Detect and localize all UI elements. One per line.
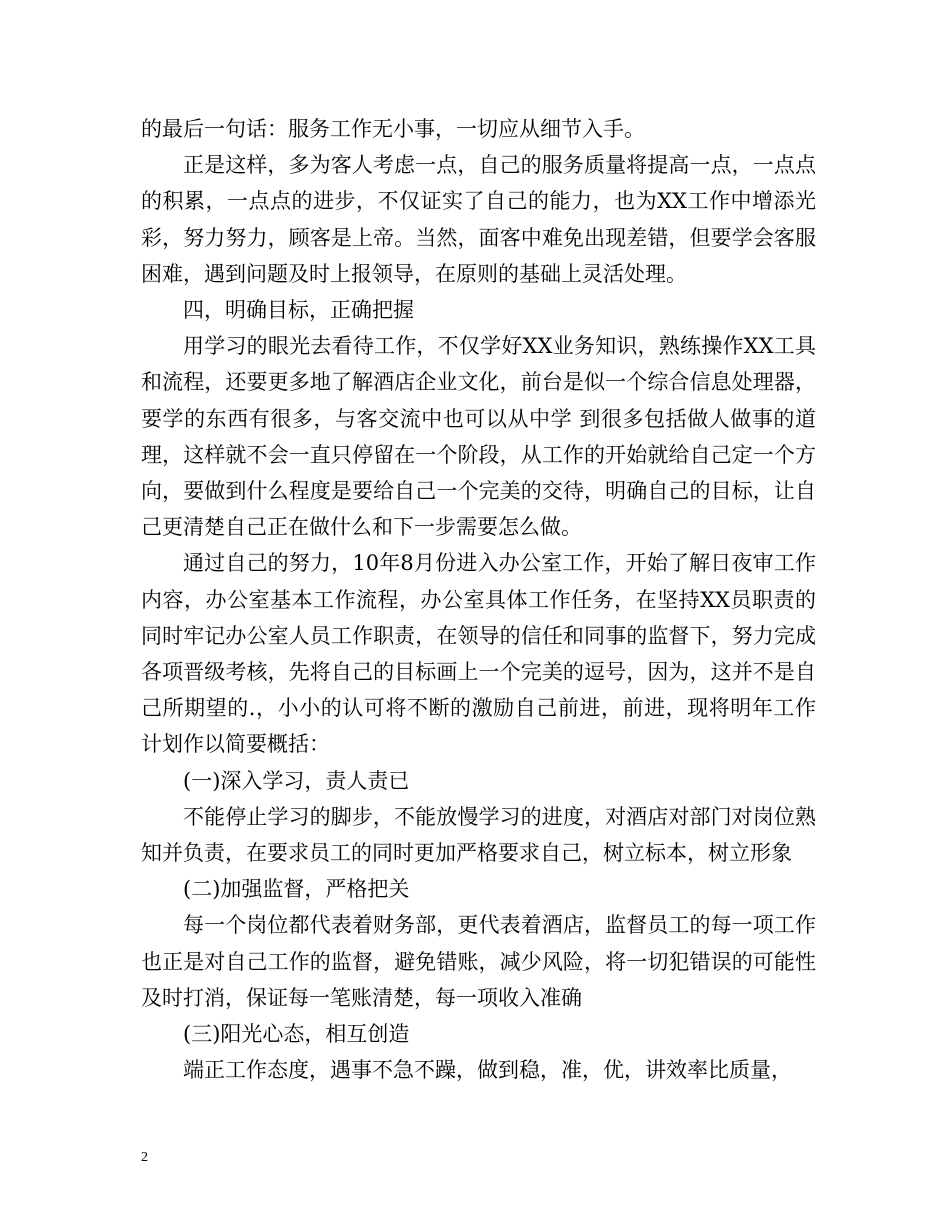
section-heading-4: 四，明确目标，正确把握 <box>183 298 414 323</box>
paragraph-2: 正是这样，多为客人考虑一点，自己的服务质量将提高一点，一点点的积累，一点点的进步，不仅证实了自己的能力，也为XX工作中增添光彩，努力努力，顾客是上帝。当然，面客中难免出现差错，但要学会客服困难，遇到问题及时上报领导，在原则的基础上灵活处理。 <box>141 153 816 286</box>
subheading-2: (二)加强监督，严格把关 <box>183 877 410 902</box>
subheading-1: (一)深入学习，责人责已 <box>183 768 410 793</box>
paragraph-7: 端正工作态度，遇事不急不躁，做到稳，准，优，讲效率比质量， <box>183 1058 792 1083</box>
paragraph-1: 的最后一句话：服务工作无小事，一切应从细节入手。 <box>141 117 645 141</box>
subheading-3: (三)阳光心态，相互创造 <box>183 1022 410 1047</box>
paragraph-3: 用学习的眼光去看待工作，不仅学好XX业务知识，熟练操作XX工具和流程，还要更多地了解酒店企业文化，前台是似一个综合信息处理器，要学的东西有很多，与客交流中也可以从中学 到很多包括做人做事的道理，这样就不会一直只停留在一个阶段，从工作的开始就给自己定一个方向，要做到什么程度是要给自己一个完美的交待，明确自己的目标，让自己更清楚自己正在做什么和下一步需要怎么做。 <box>141 334 816 540</box>
page-number: 2 <box>141 1150 148 1165</box>
paragraph-6: 每一个岗位都代表着财务部，更代表着酒店，监督员工的每一项工作也正是对自己工作的监督，避免错账，减少风险，将一切犯错误的可能性及时打消，保证每一笔账清楚，每一项收入准确 <box>141 913 816 1010</box>
paragraph-4: 通过自己的努力，10年8月份进入办公室工作，开始了解日夜审工作内容，办公室基本工作流程，办公室具体工作任务，在坚持XX员职责的同时牢记办公室人员工作职责，在领导的信任和同事的监督下，努力完成各项晋级考核，先将自己的目标画上一个完美的逗号，因为，这并不是自己所期望的.，小小的认可将不断的激励自己前进，前进，现将明年工作计划作以简要概括： <box>141 551 816 757</box>
document-body <box>141 111 816 1088</box>
paragraph-5: 不能停止学习的脚步，不能放慢学习的进度，对酒店对部门对岗位熟知并负责，在要求员工的同时更加严格要求自己，树立标本，树立形象 <box>141 804 816 866</box>
